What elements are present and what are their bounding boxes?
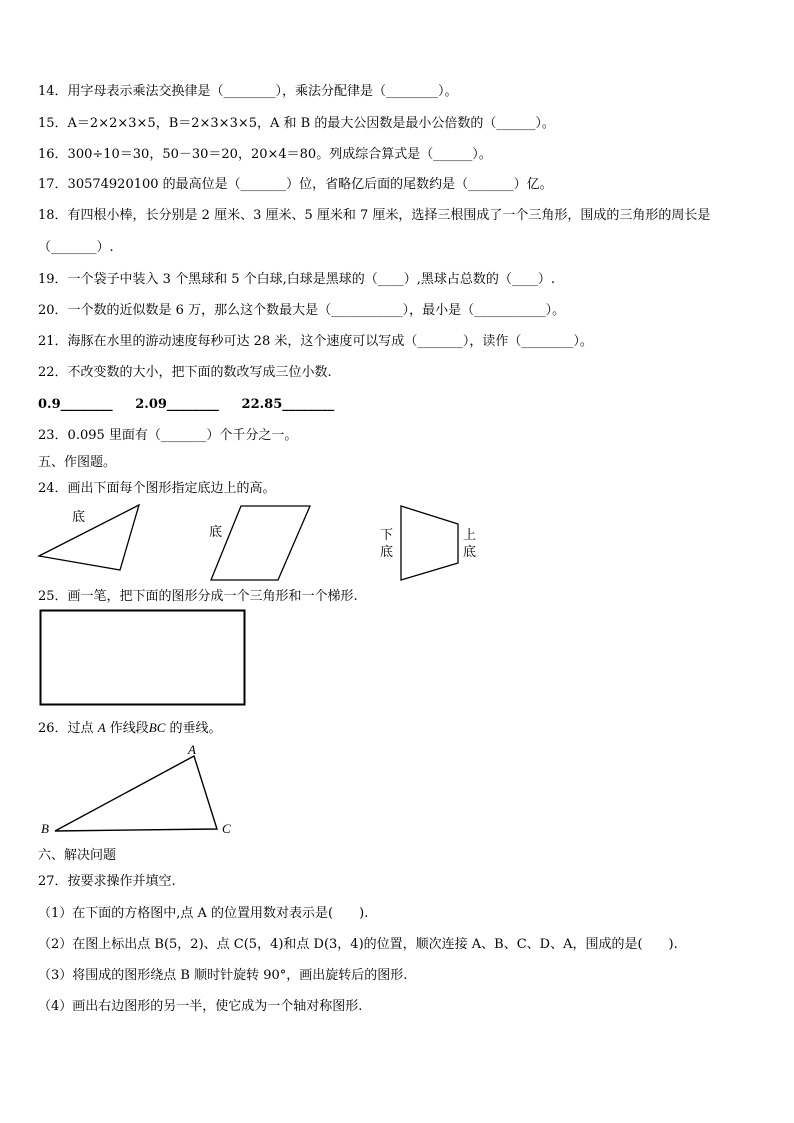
question-16: 16．300÷10＝30，50－30＝20，20×4＝80。列成综合算式是（______）。 (38, 147, 492, 162)
section-5-heading: 五、作图题。 (38, 455, 117, 470)
trapezoid-right-label-1: 上 (463, 528, 477, 543)
question-23: 23．0.095 里面有（_______）个千分之一。 (38, 428, 298, 443)
question-27-2: （2）在图上标出点 B(5，2)、点 C(5，4)和点 D(3，4)的位置，顺次连接 A、B、C、D、A，围成的是( ). (38, 937, 678, 952)
question-26 (38, 720, 222, 737)
q24-trapezoid-figure (398, 503, 462, 583)
q26-mid: 作线段 (105, 721, 149, 736)
trapezoid-left-label-2: 底 (380, 545, 394, 560)
q24-triangle-figure (36, 502, 146, 574)
question-17: 17．30574920100 的最高位是（_______）位，省略亿后面的尾数约是（_______）亿。 (38, 177, 553, 192)
triangle-shape (39, 505, 139, 570)
question-20: 20．一个数的近似数是 6 万，那么这个数最大是（___________），最小是（___________）。 (38, 303, 566, 318)
question-18-line2: （_______）. (38, 240, 114, 255)
q25-rectangle-figure (39, 609, 247, 707)
question-27-4: （4）画出右边图形的另一半，使它成为一个轴对称图形. (38, 999, 363, 1014)
trapezoid-left-label-1: 下 (380, 528, 394, 543)
triangle-base-label: 底 (72, 510, 86, 525)
point-a-label: A (188, 742, 196, 757)
question-27-3: （3）将围成的图形绕点 B 顺时针旋转 90°，画出旋转后的图形. (38, 968, 408, 983)
question-24: 24．画出下面每个图形指定底边上的高。 (38, 481, 276, 496)
q26-prefix: 26．过点 (38, 721, 98, 736)
question-19: 19．一个袋子中装入 3 个黑球和 5 个白球,白球是黑球的（____）,黑球占总数的（____）. (38, 272, 556, 287)
parallelogram-shape (211, 506, 310, 580)
question-25: 25．画一笔，把下面的图形分成一个三角形和一个梯形. (38, 589, 358, 604)
q26-suffix: 的垂线。 (165, 721, 222, 736)
q26-triangle-figure (50, 752, 222, 834)
question-14: 14．用字母表示乘法交换律是（________），乘法分配律是（________）。 (38, 84, 458, 99)
question-18-line1: 18．有四根小棒，长分别是 2 厘米、3 厘米、5 厘米和 7 厘米，选择三根围成了一个三角形，围成的三角形的周长是 (38, 208, 711, 223)
question-27-1: （1）在下面的方格图中,点 A 的位置用数对表示是( ). (38, 906, 369, 921)
q26-point-a: A (97, 720, 106, 735)
question-21: 21．海豚在水里的游动速度每秒可达 28 米，这个速度可以写成（_______），读作（________）。 (38, 334, 593, 349)
q24-parallelogram-figure (208, 503, 314, 583)
section-6-heading: 六、解决问题 (38, 848, 117, 863)
q26-segment-bc: BC (148, 720, 166, 735)
question-27: 27．按要求操作并填空. (38, 874, 176, 889)
question-22-items: 0.9________ 2.09________ 22.85________ (38, 397, 335, 412)
question-22: 22．不改变数的大小，把下面的数改写成三位小数. (38, 365, 332, 380)
point-c-label: C (222, 821, 231, 836)
point-b-label: B (41, 821, 49, 836)
triangle-abc-shape (55, 756, 217, 831)
rectangle-shape (41, 611, 245, 705)
trapezoid-right-label-2: 底 (463, 545, 477, 560)
trapezoid-shape (401, 506, 458, 580)
parallelogram-base-label: 底 (209, 525, 223, 540)
question-15: 15．A＝2×2×3×5，B＝2×3×3×5，A 和 B 的最大公因数是最小公倍数的（______）。 (38, 116, 555, 131)
